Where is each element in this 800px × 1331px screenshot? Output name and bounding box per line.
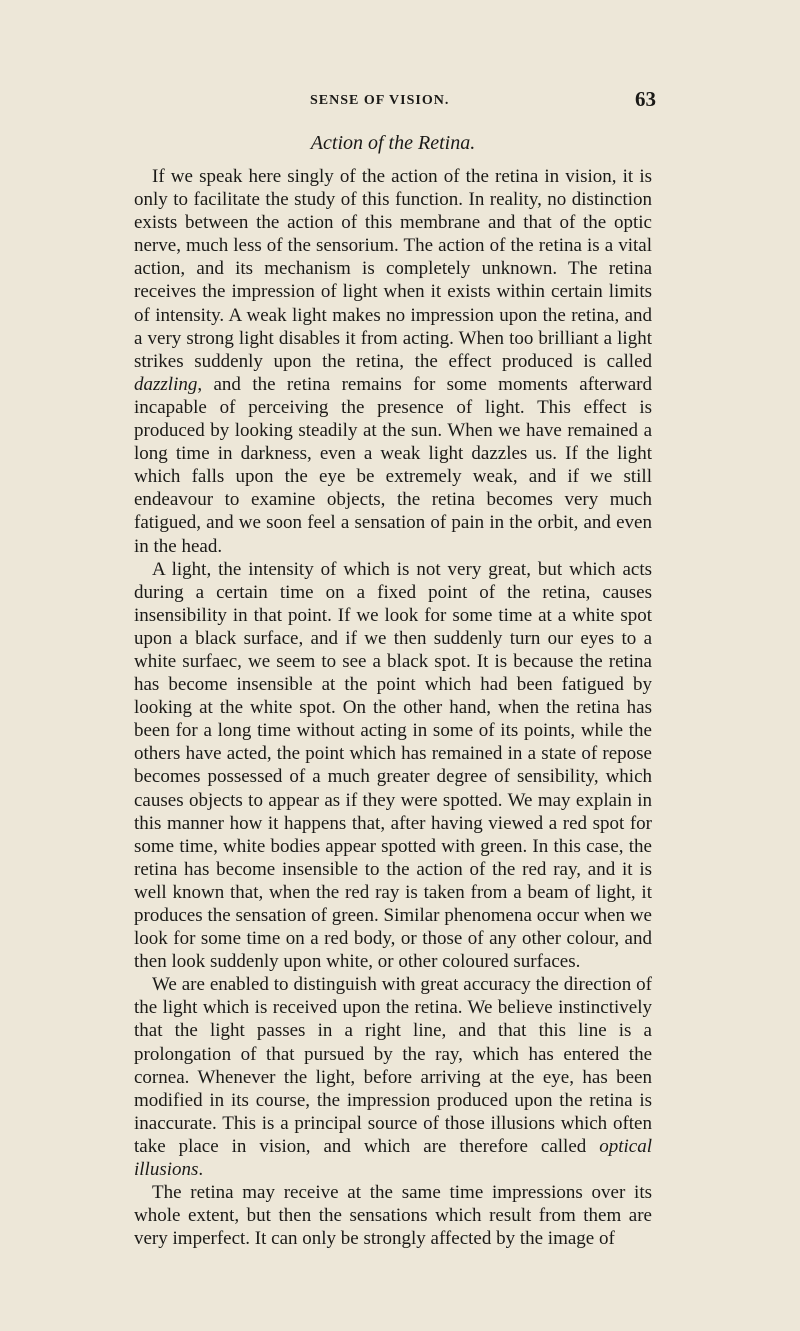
page-number: 63	[635, 87, 656, 111]
body-text	[134, 165, 652, 1250]
paragraph-text: A light, the intensity of which is not very great, but which acts during a certain time on a fixed point of the retina, causes insensibility in that point. If we look for some time at a white spot upon a black surface, and if we then suddenly turn our eyes to a white surfaec, we seem to see a black spot. It is because the retina has become insensible at the point which had been fatigued by looking at the white spot. On the other hand, when the retina has been for a long time without acting in some of its points, while the others have acted, the point which has remained in a state of repose becomes possessed of a much greater degree of sensibility, which causes objects to appear as if they were spotted. We may explain in this manner how it happens that, after having viewed a red spot for some time, white bodies appear spotted with green. In this case, the retina has become insensible to the action of the red ray, and it is well known that, when the red ray is taken from a beam of light, it produces the sensation of green. Similar phenomena occur when we look for some time on a red body, or those of any other colour, and then look suddenly upon white, or other coloured surfaces.	[134, 558, 652, 973]
paragraph	[134, 1181, 652, 1250]
paragraph-text: If we speak here singly of the action of the retina in vision, it is only to facilitate the study of this function. In reality, no distinction exists between the action of this membrane and that of the optic nerve, much less of the sensorium. The action of the retina is a vital action, and its mechanism is completely unknown. The retina receives the impression of light when it exists within certain limits of intensity. A weak light makes no impression upon the retina, and a very strong light disables it from acting. When too brilliant a light strikes suddenly upon the retina, the effect produced is called	[134, 166, 652, 372]
paragraph	[134, 973, 652, 1181]
italic-term: optical illusions	[134, 1135, 652, 1181]
paragraph-text: , and the retina remains for some moments afterward incapable of perceiving the presence of light. This effect is produced by looking steadily at the sun. When we have remained a long time in darkness, even a weak light dazzles us. If the light which falls upon the eye be extremely weak, and if we still endeavour to examine objects, the retina becomes very much fatigued, and we soon feel a sensation of pain in the orbit, and even in the head.	[134, 373, 652, 557]
paragraph-text: .	[198, 1159, 204, 1181]
paragraph	[134, 558, 652, 974]
paragraph	[134, 165, 652, 558]
running-title: SENSE OF VISION.	[310, 93, 450, 108]
paragraph-text: The retina may receive at the same time impressions over its whole extent, but then the sensations which result from them are very imperfect. It can only be strongly affected by the image of	[134, 1182, 652, 1250]
italic-term: dazzling	[134, 373, 198, 395]
section-title: Action of the Retina.	[310, 132, 476, 154]
paragraph-text: We are enabled to distinguish with great accuracy the direction of the light which is received upon the retina. We believe instinctively that the light passes in a right line, and that this line is a prolongation of that pursued by the ray, which has entered the cornea. Whenever the light, before arriving at the eye, has been modified in its course, the impression produced upon the retina is inaccurate. This is a principal source of those illusions which often take place in vision, and which are therefore called	[134, 974, 652, 1157]
running-head	[134, 87, 656, 122]
